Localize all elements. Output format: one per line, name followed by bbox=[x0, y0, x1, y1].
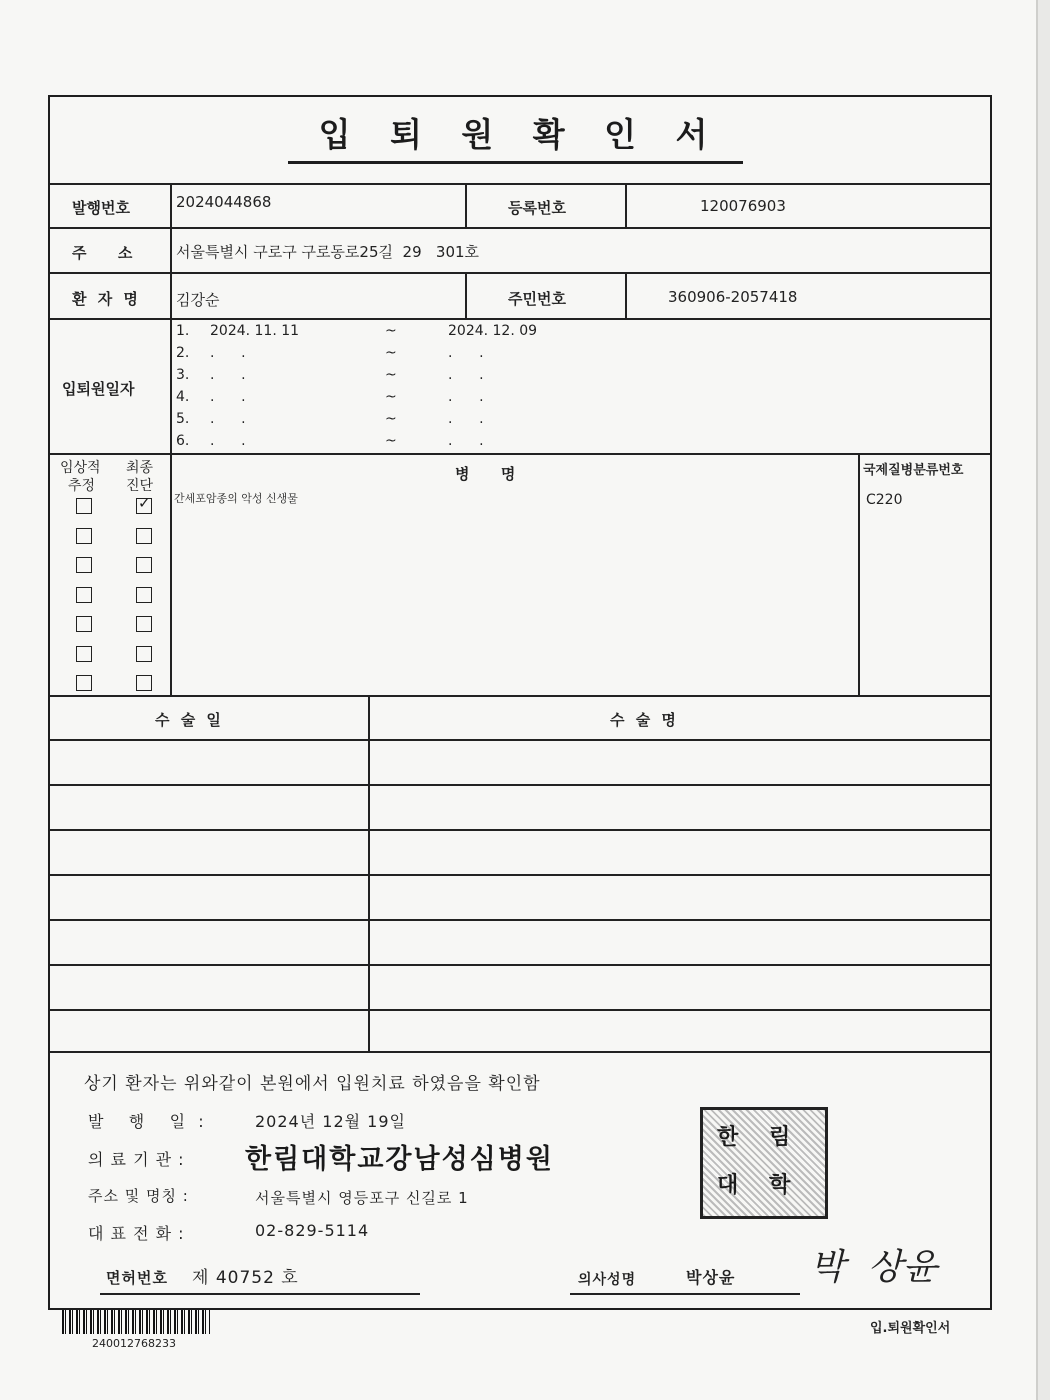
issue-number: 2024044868 bbox=[176, 193, 272, 211]
final-diagnosis-checkbox[interactable] bbox=[136, 675, 152, 691]
clinical-estimate-checkbox[interactable] bbox=[76, 498, 92, 514]
divider bbox=[50, 695, 990, 697]
final-diagnosis-label: 최종 bbox=[126, 460, 154, 476]
admission-row-number: 6. bbox=[176, 433, 190, 449]
patient-address: 서울특별시 구로구 구로동로25길 29 301호 bbox=[176, 243, 480, 261]
surgery-row bbox=[50, 1009, 990, 1011]
license-underline bbox=[100, 1293, 420, 1295]
doctor-name: 박상윤 bbox=[686, 1268, 736, 1287]
admission-date-from: . . bbox=[210, 411, 246, 427]
admission-date-separator: ~ bbox=[385, 389, 397, 405]
final-diagnosis-checkbox[interactable] bbox=[136, 646, 152, 662]
divider bbox=[50, 272, 990, 274]
admission-date-from: . . bbox=[210, 433, 246, 449]
surgery-row bbox=[50, 964, 990, 966]
title-underline bbox=[288, 161, 743, 164]
disease-code: C220 bbox=[866, 492, 903, 508]
footer-form-name: 입.퇴원확인서 bbox=[870, 1321, 951, 1336]
hospital-seal: 한 림 대 학 bbox=[700, 1107, 828, 1219]
admission-date-from: 2024. 11. 11 bbox=[210, 323, 300, 339]
admission-row-number: 4. bbox=[176, 389, 190, 405]
issue-date: 2024년 12월 19일 bbox=[255, 1112, 406, 1131]
disease-code-label: 국제질병분류번호 bbox=[863, 463, 964, 478]
divider bbox=[625, 272, 627, 318]
admission-date-from: . . bbox=[210, 389, 246, 405]
surgery-row bbox=[50, 739, 990, 741]
clinical-estimate-checkbox[interactable] bbox=[76, 557, 92, 573]
clinical-estimate-checkbox[interactable] bbox=[76, 587, 92, 603]
final-diagnosis-checkbox[interactable] bbox=[136, 616, 152, 632]
resident-number: 360906-2057418 bbox=[668, 288, 798, 306]
issue-date-label: 발 행 일 : bbox=[88, 1112, 205, 1131]
admission-date-separator: ~ bbox=[385, 323, 397, 339]
license-number: 제 40752 호 bbox=[192, 1268, 299, 1288]
clinical-estimate-label-2: 추정 bbox=[68, 478, 96, 494]
clinical-estimate-checkbox[interactable] bbox=[76, 675, 92, 691]
admission-date-from: . . bbox=[210, 345, 246, 361]
institution-address-label: 주소 및 명칭 : bbox=[88, 1187, 189, 1205]
admission-date-to: . . bbox=[448, 433, 484, 449]
phone-label: 대 표 전 화 : bbox=[88, 1224, 185, 1243]
divider bbox=[858, 453, 860, 695]
divider bbox=[50, 453, 990, 455]
divider bbox=[50, 227, 990, 229]
admission-date-from: . . bbox=[210, 367, 246, 383]
clinical-estimate-checkbox[interactable] bbox=[76, 646, 92, 662]
page-edge bbox=[1036, 0, 1038, 1400]
confirmation-form bbox=[48, 95, 992, 1310]
divider bbox=[50, 183, 990, 185]
institution-address: 서울특별시 영등포구 신길로 1 bbox=[255, 1189, 469, 1207]
clinical-estimate-checkbox[interactable] bbox=[76, 528, 92, 544]
doctor-underline bbox=[570, 1293, 800, 1295]
disease-name-label: 병 명 bbox=[455, 465, 516, 483]
admission-date-separator: ~ bbox=[385, 345, 397, 361]
final-diagnosis-checkbox[interactable] bbox=[136, 557, 152, 573]
patient-name: 김강순 bbox=[176, 291, 220, 309]
surgery-row bbox=[50, 874, 990, 876]
divider bbox=[50, 1051, 990, 1053]
issue-number-label: 발행번호 bbox=[72, 199, 130, 217]
admission-row-number: 5. bbox=[176, 411, 190, 427]
divider bbox=[50, 318, 990, 320]
divider bbox=[170, 183, 172, 695]
clinical-estimate-label: 임상적 bbox=[60, 460, 101, 476]
disease-name: 간세포암종의 악성 신생물 bbox=[174, 492, 298, 505]
divider bbox=[368, 695, 370, 1051]
admission-date-to: . . bbox=[448, 367, 484, 383]
admission-date-separator: ~ bbox=[385, 433, 397, 449]
phone-number: 02-829-5114 bbox=[255, 1221, 370, 1240]
admission-row-number: 3. bbox=[176, 367, 190, 383]
divider bbox=[465, 183, 467, 227]
admission-date-to: . . bbox=[448, 389, 484, 405]
surgery-row bbox=[50, 919, 990, 921]
admission-date-to: 2024. 12. 09 bbox=[448, 323, 538, 339]
final-diagnosis-label-2: 진단 bbox=[126, 478, 154, 494]
barcode bbox=[62, 1310, 210, 1334]
doctor-signature: 박 상윤 bbox=[810, 1247, 938, 1288]
admission-dates-label: 입퇴원일자 bbox=[62, 380, 135, 398]
divider bbox=[625, 183, 627, 227]
confirmation-statement: 상기 환자는 위와같이 본원에서 입원치료 하였음을 확인함 bbox=[84, 1074, 541, 1094]
institution-name: 한림대학교강남성심병원 bbox=[245, 1144, 554, 1175]
final-diagnosis-checkbox[interactable] bbox=[136, 498, 152, 514]
license-label: 면허번호 bbox=[106, 1269, 168, 1287]
resident-number-label: 주민번호 bbox=[508, 290, 566, 308]
admission-date-separator: ~ bbox=[385, 411, 397, 427]
doctor-name-label: 의사성명 bbox=[578, 1272, 637, 1288]
patient-name-label: 환 자 명 bbox=[72, 290, 141, 308]
institution-label: 의 료 기 관 : bbox=[88, 1150, 185, 1169]
clinical-estimate-checkbox[interactable] bbox=[76, 616, 92, 632]
registration-number-label: 등록번호 bbox=[508, 199, 566, 217]
surgery-row bbox=[50, 829, 990, 831]
final-diagnosis-checkbox[interactable] bbox=[136, 528, 152, 544]
admission-date-to: . . bbox=[448, 411, 484, 427]
admission-date-separator: ~ bbox=[385, 367, 397, 383]
divider bbox=[465, 272, 467, 318]
admission-row-number: 2. bbox=[176, 345, 190, 361]
registration-number: 120076903 bbox=[700, 197, 786, 215]
document-title: 입 퇴 원 확 인 서 bbox=[318, 115, 722, 154]
admission-row-number: 1. bbox=[176, 323, 190, 339]
barcode-number: 240012768233 bbox=[92, 1337, 176, 1350]
surgery-name-label: 수 술 명 bbox=[610, 711, 679, 729]
surgery-row bbox=[50, 784, 990, 786]
surgery-date-label: 수 술 일 bbox=[155, 711, 224, 729]
final-diagnosis-checkbox[interactable] bbox=[136, 587, 152, 603]
address-label: 주 소 bbox=[72, 244, 133, 262]
admission-date-to: . . bbox=[448, 345, 484, 361]
